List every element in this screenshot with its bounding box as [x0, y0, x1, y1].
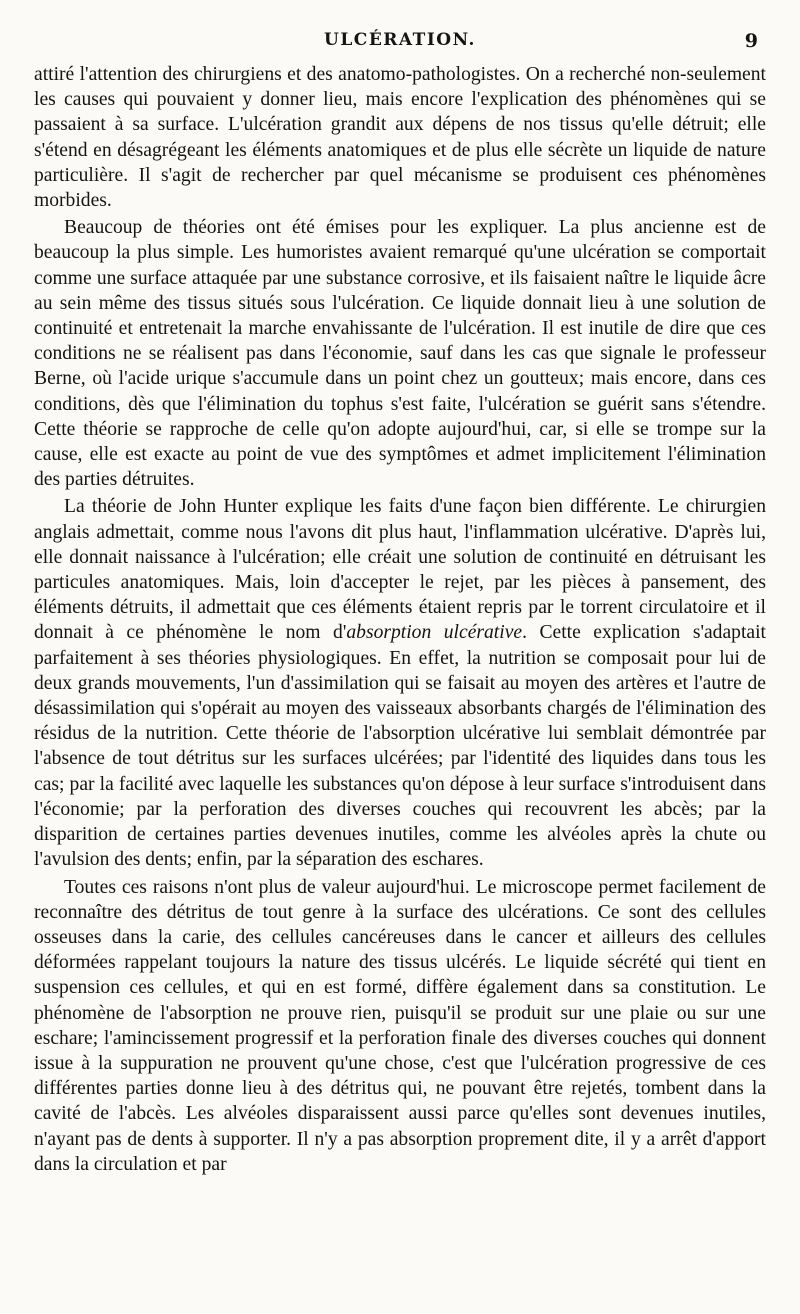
body-text — [34, 62, 766, 1177]
paragraph-microscope: Toutes ces raisons n'ont plus de valeur aujourd'hui. Le microscope permet facilement de reconnaître des détritus de tout genre à la surface des ulcérations. Ce sont des cellules osseuses dans la carie, des cellules cancéreuses dans le cancer et ailleurs des cellules déformées rappelant toujours la nature des tissus ulcérés. Le liquide sécrété qui tient en suspension ces cellules, et qui en est formé, diffère également dans sa constitution. Le phénomène de l'absorption ne prouve rien, puisqu'il se produit sur une plaie ou sur une eschare; l'amincissement progressif et la perforation finale des diverses couches qui donnent issue à la suppuration ne prouvent qu'une chose, c'est que l'ulcération progressive de ces différentes parties donne lieu à des détritus qui, ne pouvant être rejetés, tombent dans la cavité de l'abcès. Les alvéoles disparaissent aussi parce qu'elles sont devenues inutiles, n'ayant pas de dents à supporter. Il n'y a pas absorption proprement dite, il y a arrêt d'apport dans la circulation et par — [34, 876, 766, 1175]
paragraph-hunter-after: . Cette explication s'adaptait parfaitement à ses théories physiologiques. En effet, la nutrition se composait pour lui de deux grands mouvements, l'un d'assimilation qui se faisait au moyen des artères et l'autre de désassimilation qui s'opérait au moyen des vaisseaux absorbants chargés de l'élimination des résidus de la nutrition. Cette théorie de l'absorption ulcérative lui semblait démontrée par l'absence de tout détritus sur les surfaces ulcérées; par l'identité des liquides dans tous les cas; par la facilité avec laquelle les substances qu'on dépose à leur surface s'introduisent dans l'économie; par la perforation des diverses couches qui recouvrent les abcès; par la disparition de certaines parties devenues inutiles, comme les alvéoles après la chute ou l'avulsion des dents; enfin, par la séparation des eschares. — [34, 622, 766, 871]
paragraph-hunter-before: La théorie de John Hunter explique les faits d'une façon bien différente. Le chirurgien anglais admettait, comme nous l'avons dit plus haut, l'inflammation ulcérative. D'après lui, elle donnait naissance à l'ulcération; elle créait une solution de continuité en détruisant les particules anatomiques. Mais, loin d'accepter le rejet, par les pièces à pansement, des éléments détruits, il admettait que ces éléments étaient repris par le torrent circulatoire et il donnait à ce phénomène le nom d' — [34, 496, 766, 644]
running-title: ULCÉRATION. — [324, 30, 476, 50]
page-number: 9 — [744, 30, 758, 52]
italic-term-absorption-ulcerative: absorption ulcérative — [346, 622, 523, 644]
running-head — [34, 30, 766, 58]
paragraph-theories: Beaucoup de théories ont été émises pour les expliquer. La plus ancienne est de beaucoup la plus simple. Les humoristes avaient remarqué qu'une ulcération se comportait comme une surface attaquée par une substance corrosive, et ils faisaient naître le liquide âcre au sein même des tissus situés sous l'ulcération. Ce liquide donnait lieu à une solution de continuité et entretenait la marche envahissante de l'ulcération. Il est inutile de dire que ces conditions ne se réalisent pas dans l'économie, sauf dans les cas que signale le professeur Berne, où l'acide urique s'accumule dans un point chez un goutteux; mais encore, dans ces conditions, dès que l'élimination du tophus s'est faite, l'ulcération se guérit sans s'étendre. Cette théorie se rapproche de celle qu'on adopte aujourd'hui, car, si elle se trompe sur la cause, elle est exacte au point de vue des symptômes et admet implicitement l'élimination des parties détruites. — [34, 217, 766, 491]
paragraph-hunter — [34, 494, 766, 872]
paragraph-continued: attiré l'attention des chirurgiens et des anatomo-pathologistes. On a recherché non-seulement les causes qui pouvaient y donner lieu, mais encore l'explication des phénomènes qui se passaient à sa surface. L'ulcération grandit aux dépens de nos tissus qu'elle détruit; elle s'étend en désagrégeant les éléments anatomiques et de plus elle sécrète un liquide de nature particulière. Il s'agit de rechercher par quel mécanisme se produisent ces phénomènes morbides. — [34, 64, 766, 212]
